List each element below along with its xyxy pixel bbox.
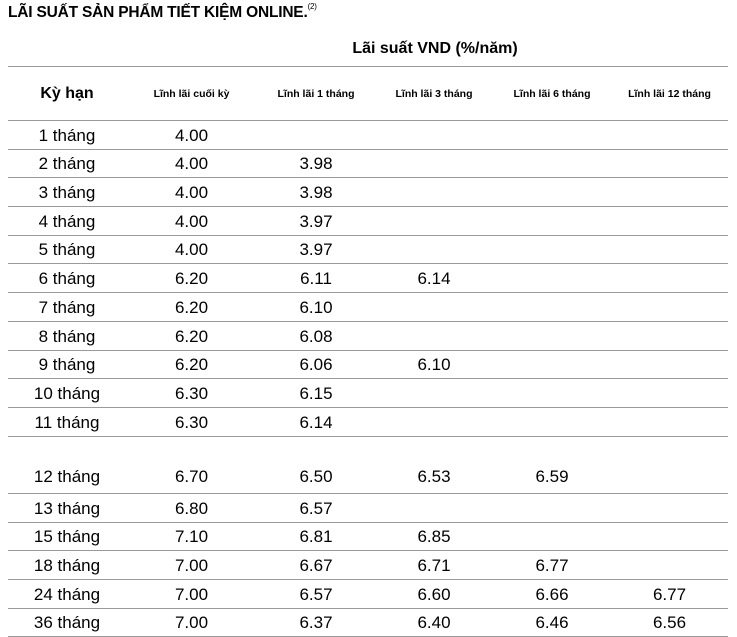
cell-quarterly-rate [375,149,493,178]
cell-annual-rate [611,436,728,493]
cell-term: 8 tháng [38,326,96,346]
cell-monthly-rate: 6.50 [299,466,333,486]
table-row [8,149,728,178]
cell-quarterly-rate: 6.71 [417,556,451,576]
column-header-annual: Lĩnh lãi 12 tháng [628,87,711,100]
column-header-term: Kỳ hạn [40,84,94,102]
table-row [8,407,728,436]
cell-term: 7 tháng [38,297,96,317]
cell-quarterly-rate: 6.10 [417,355,451,375]
interest-rate-table [8,66,728,637]
cell-monthly-rate: 6.08 [299,326,333,346]
cell-annual-rate [611,149,728,178]
cell-semiannual-rate [493,264,611,293]
cell-monthly-rate: 3.98 [299,154,333,174]
cell-monthly-rate: 3.98 [299,183,333,203]
cell-annual-rate [611,121,728,150]
cell-semiannual-rate [493,149,611,178]
cell-quarterly-rate: 6.53 [417,466,451,486]
cell-end-of-term-rate: 6.70 [174,466,209,486]
cell-end-of-term-rate: 6.20 [174,326,209,346]
cell-term: 1 tháng [38,125,96,145]
page-title [8,4,317,22]
cell-semiannual-rate [493,235,611,264]
cell-annual-rate [611,207,728,236]
cell-end-of-term-rate: 4.00 [174,211,209,231]
table-row [8,379,728,408]
cell-semiannual-rate [493,178,611,207]
cell-term: 13 tháng [33,498,101,518]
cell-end-of-term-rate: 7.00 [174,584,209,604]
rate-group-header: Lãi suất VND (%/năm) [352,40,518,57]
cell-quarterly-rate [375,235,493,264]
cell-monthly-rate: 6.11 [300,269,332,289]
cell-annual-rate [611,235,728,264]
cell-quarterly-rate [375,293,493,322]
table-row [8,608,728,637]
cell-end-of-term-rate: 4.00 [174,125,209,145]
cell-term: 4 tháng [38,211,96,231]
table-row [8,522,728,551]
cell-quarterly-rate [375,207,493,236]
cell-quarterly-rate [375,178,493,207]
cell-semiannual-rate: 6.66 [535,584,569,604]
table-row [8,121,728,150]
cell-monthly-rate: 6.67 [299,556,333,576]
cell-term: 6 tháng [38,269,96,289]
cell-semiannual-rate [493,293,611,322]
table-row [8,580,728,609]
cell-end-of-term-rate: 6.30 [174,383,209,403]
cell-monthly-rate: 6.15 [299,383,333,403]
cell-term: 5 tháng [38,240,96,260]
cell-end-of-term-rate: 6.30 [174,412,209,432]
cell-quarterly-rate [375,493,493,522]
cell-semiannual-rate [493,407,611,436]
cell-quarterly-rate: 6.85 [417,527,451,547]
column-header-quarterly: Lĩnh lãi 3 tháng [395,87,473,100]
cell-term: 2 tháng [38,154,96,174]
table-body [8,121,728,637]
table-row [8,235,728,264]
cell-end-of-term-rate: 4.00 [174,240,209,260]
cell-annual-rate [611,407,728,436]
cell-semiannual-rate [493,321,611,350]
cell-monthly-rate: 6.57 [299,584,333,604]
cell-term: 12 tháng [33,466,101,486]
cell-end-of-term-rate: 6.20 [174,297,209,317]
cell-end-of-term-rate: 6.20 [174,269,209,289]
cell-semiannual-rate: 6.77 [535,556,569,576]
cell-semiannual-rate: 6.46 [535,613,569,633]
cell-term: 18 tháng [33,556,101,576]
cell-annual-rate [611,522,728,551]
cell-monthly-rate: 6.06 [299,355,333,375]
table-row [8,178,728,207]
cell-quarterly-rate [375,121,493,150]
cell-end-of-term-rate: 6.80 [174,498,209,518]
cell-annual-rate: 6.56 [652,613,687,633]
cell-monthly-rate: 3.97 [299,240,333,260]
cell-annual-rate [611,178,728,207]
table-row [8,207,728,236]
cell-term: 9 tháng [38,355,96,375]
title-text: LÃI SUẤT SẢN PHẨM TIẾT KIỆM ONLINE. [8,4,308,22]
cell-term: 15 tháng [33,527,101,547]
cell-monthly-rate: 3.97 [299,211,333,231]
cell-monthly-rate: 6.37 [299,613,333,633]
cell-annual-rate [611,350,728,379]
table-row [8,436,728,493]
cell-annual-rate: 6.77 [652,584,687,604]
cell-monthly-rate: 6.57 [299,498,333,518]
table-row [8,293,728,322]
cell-quarterly-rate: 6.14 [417,269,451,289]
table-row [8,350,728,379]
cell-annual-rate [611,551,728,580]
cell-quarterly-rate [375,407,493,436]
cell-term: 3 tháng [38,183,96,203]
cell-term: 10 tháng [33,383,101,403]
cell-semiannual-rate [493,121,611,150]
cell-annual-rate [611,293,728,322]
cell-semiannual-rate [493,493,611,522]
cell-monthly-rate: 6.81 [299,527,333,547]
column-header-end-of-term: Lĩnh lãi cuối kỳ [153,87,230,100]
cell-semiannual-rate [493,207,611,236]
cell-quarterly-rate: 6.40 [417,613,451,633]
cell-semiannual-rate [493,522,611,551]
cell-annual-rate [611,493,728,522]
cell-semiannual-rate [493,350,611,379]
cell-end-of-term-rate: 7.00 [174,613,209,633]
cell-end-of-term-rate: 6.20 [174,355,209,375]
cell-quarterly-rate: 6.60 [417,584,451,604]
cell-annual-rate [611,379,728,408]
cell-end-of-term-rate: 7.00 [174,556,209,576]
table-row [8,551,728,580]
cell-term: 24 tháng [33,584,101,604]
cell-end-of-term-rate: 7.10 [174,527,209,547]
cell-quarterly-rate [375,321,493,350]
column-header-semiannual: Lĩnh lãi 6 tháng [513,87,591,100]
column-header-monthly: Lĩnh lãi 1 tháng [277,87,355,100]
cell-term: 11 tháng [34,412,100,432]
table-row [8,493,728,522]
cell-semiannual-rate [493,379,611,408]
cell-monthly-rate: 6.10 [299,297,333,317]
table-row [8,264,728,293]
cell-end-of-term-rate: 4.00 [174,183,209,203]
table-header-row [8,67,728,121]
table-row [8,321,728,350]
cell-term: 36 tháng [33,613,101,633]
title-footnote-marker: (2) [307,2,317,11]
cell-end-of-term-rate: 4.00 [174,154,209,174]
cell-semiannual-rate: 6.59 [535,466,569,486]
cell-quarterly-rate [375,379,493,408]
cell-annual-rate [611,321,728,350]
cell-annual-rate [611,264,728,293]
cell-monthly-rate [257,121,375,150]
cell-monthly-rate: 6.14 [299,412,333,432]
